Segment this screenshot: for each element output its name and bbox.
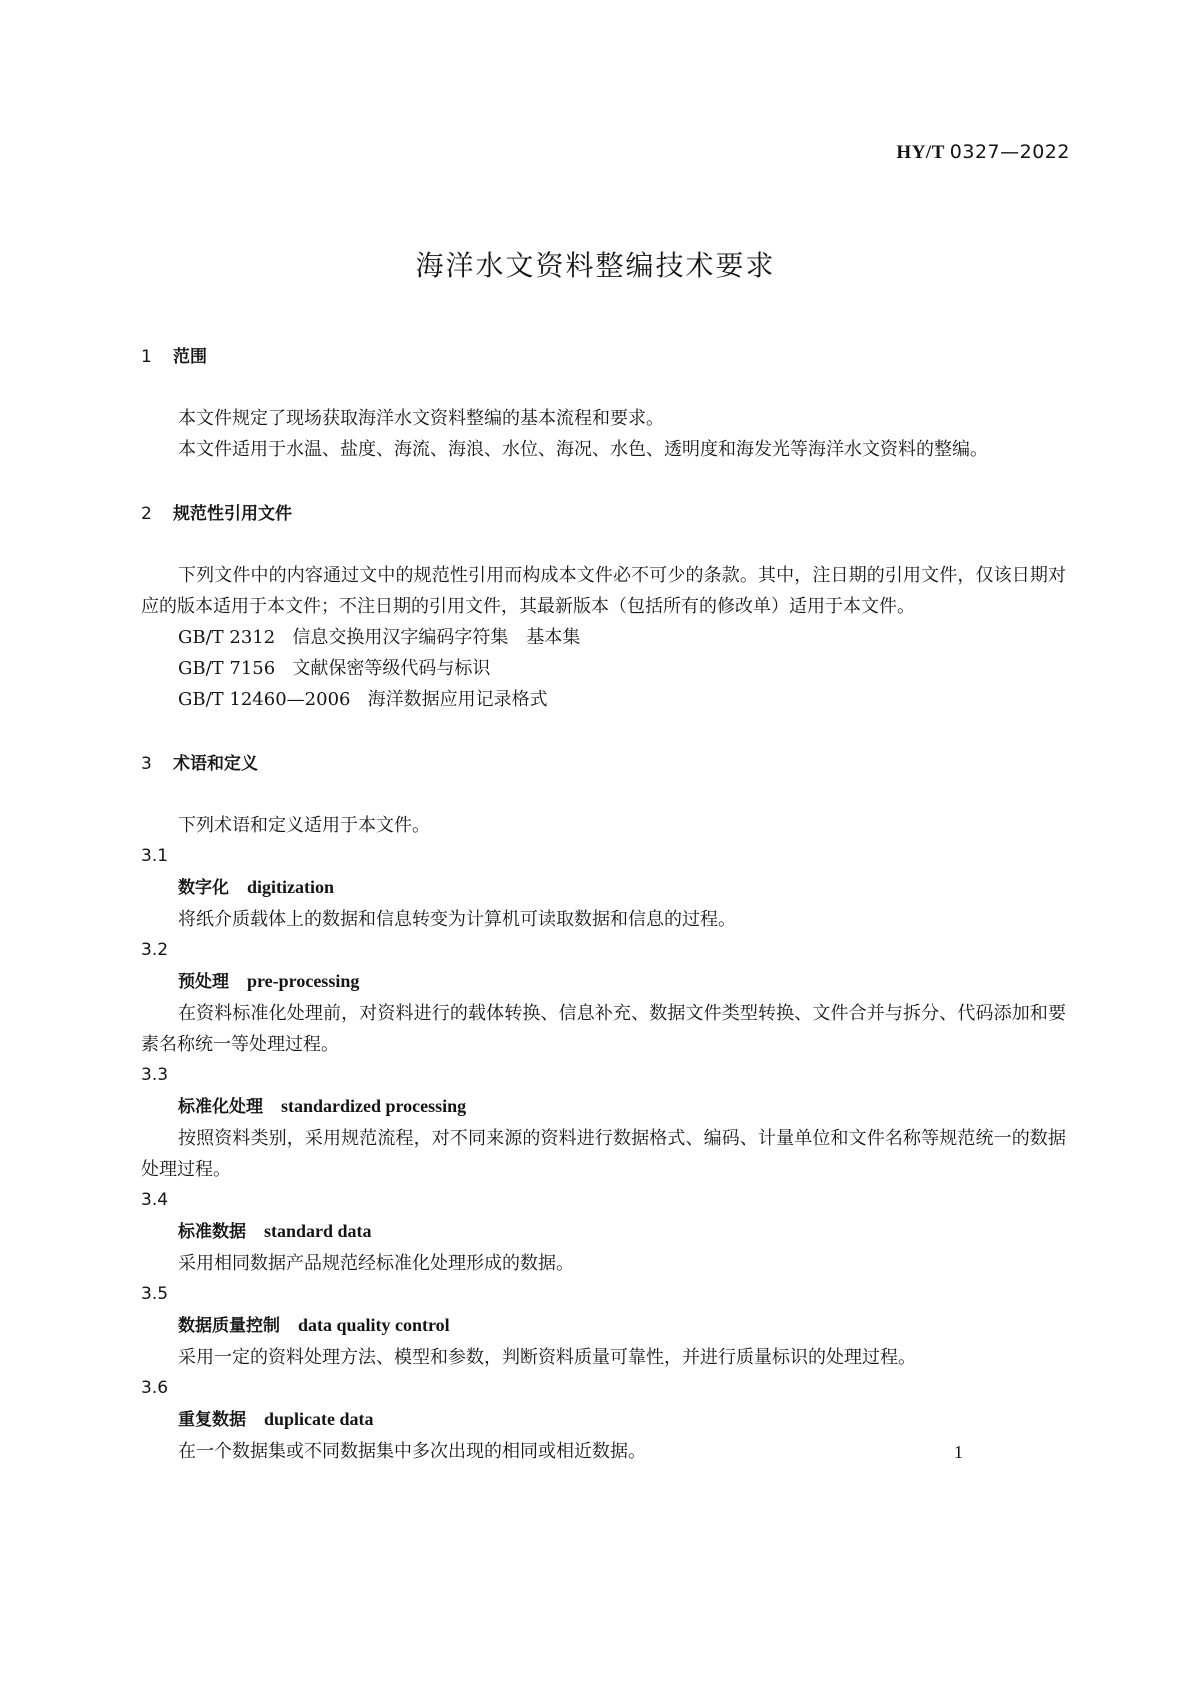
term-definition: 按照资料类别，采用规范流程，对不同来源的资料进行数据格式、编码、计量单位和文件名称等规范统一的数据处理过程。 <box>141 1128 1066 1180</box>
section-number: 3 <box>141 754 152 774</box>
term-zh: 重复数据 <box>178 1410 246 1430</box>
term-zh: 标准化处理 <box>178 1097 263 1117</box>
section-heading-scope <box>141 342 1066 372</box>
page-number: 1 <box>954 1442 963 1462</box>
term-en: duplicate data <box>264 1409 374 1429</box>
term-heading <box>141 1310 1066 1342</box>
term-number: 3.1 <box>141 846 169 866</box>
document-title: 海洋水文资料整编技术要求 <box>415 249 776 282</box>
term-en: standard data <box>264 1221 372 1241</box>
reference-item <box>141 622 1066 653</box>
reference-name: 文献保密等级代码与标识 <box>292 658 491 679</box>
section-number: 2 <box>141 504 152 524</box>
term-number: 3.3 <box>141 1065 169 1085</box>
paragraph: 本文件规定了现场获取海洋水文资料整编的基本流程和要求。 <box>178 408 664 429</box>
reference-item <box>141 684 1066 715</box>
reference-name: 海洋数据应用记录格式 <box>367 689 548 710</box>
term-en: digitization <box>247 877 335 897</box>
term-number: 3.4 <box>141 1190 169 1210</box>
section-heading-normative-references <box>141 499 1066 529</box>
term-definition: 在一个数据集或不同数据集中多次出现的相同或相近数据。 <box>178 1441 646 1462</box>
term-definition: 将纸介质载体上的数据和信息转变为计算机可读取数据和信息的过程。 <box>178 909 736 930</box>
term-heading <box>141 1216 1066 1248</box>
section-title: 范围 <box>173 347 207 367</box>
paragraph: 本文件适用于水温、盐度、海流、海浪、水位、海况、水色、透明度和海发光等海洋水文资料的整编。 <box>178 439 988 460</box>
reference-code: GB/T 12460—2006 <box>178 689 351 710</box>
term-zh: 标准数据 <box>178 1222 246 1242</box>
section-title: 术语和定义 <box>173 754 258 774</box>
term-zh: 数字化 <box>178 878 229 898</box>
term-definition: 采用一定的资料处理方法、模型和参数，判断资料质量可靠性，并进行质量标识的处理过程。 <box>178 1347 916 1368</box>
document-body <box>141 342 1066 1467</box>
term-en: standardized processing <box>281 1096 467 1116</box>
section-title: 规范性引用文件 <box>173 504 292 524</box>
term-heading <box>141 966 1066 998</box>
reference-name: 信息交换用汉字编码字符集 基本集 <box>292 627 581 648</box>
term-en: data quality control <box>298 1315 450 1335</box>
paragraph: 下列术语和定义适用于本文件。 <box>178 815 430 836</box>
standard-prefix: HY/T <box>896 142 945 163</box>
section-heading-terms-definitions <box>141 749 1066 779</box>
term-heading <box>141 872 1066 904</box>
standard-number: 0327—2022 <box>949 141 1070 163</box>
term-zh: 数据质量控制 <box>178 1316 280 1336</box>
term-en: pre-processing <box>247 971 360 991</box>
term-number: 3.6 <box>141 1378 169 1398</box>
reference-code: GB/T 2312 <box>178 627 276 648</box>
term-number: 3.5 <box>141 1284 169 1304</box>
term-definition: 在资料标准化处理前，对资料进行的载体转换、信息补充、数据文件类型转换、文件合并与拆分、代码添加和要素名称统一等处理过程。 <box>141 1003 1066 1055</box>
term-definition: 采用相同数据产品规范经标准化处理形成的数据。 <box>178 1253 574 1274</box>
reference-code: GB/T 7156 <box>178 658 276 679</box>
section-number: 1 <box>141 347 152 367</box>
reference-item <box>141 653 1066 684</box>
term-heading <box>141 1091 1066 1123</box>
term-heading <box>141 1404 1066 1436</box>
term-number: 3.2 <box>141 940 169 960</box>
term-zh: 预处理 <box>178 972 229 992</box>
standard-code <box>896 141 1070 164</box>
paragraph: 下列文件中的内容通过文中的规范性引用而构成本文件必不可少的条款。其中，注日期的引用文件，仅该日期对应的版本适用于本文件；不注日期的引用文件，其最新版本（包括所有的修改单）适用于本文件。 <box>141 565 1066 617</box>
